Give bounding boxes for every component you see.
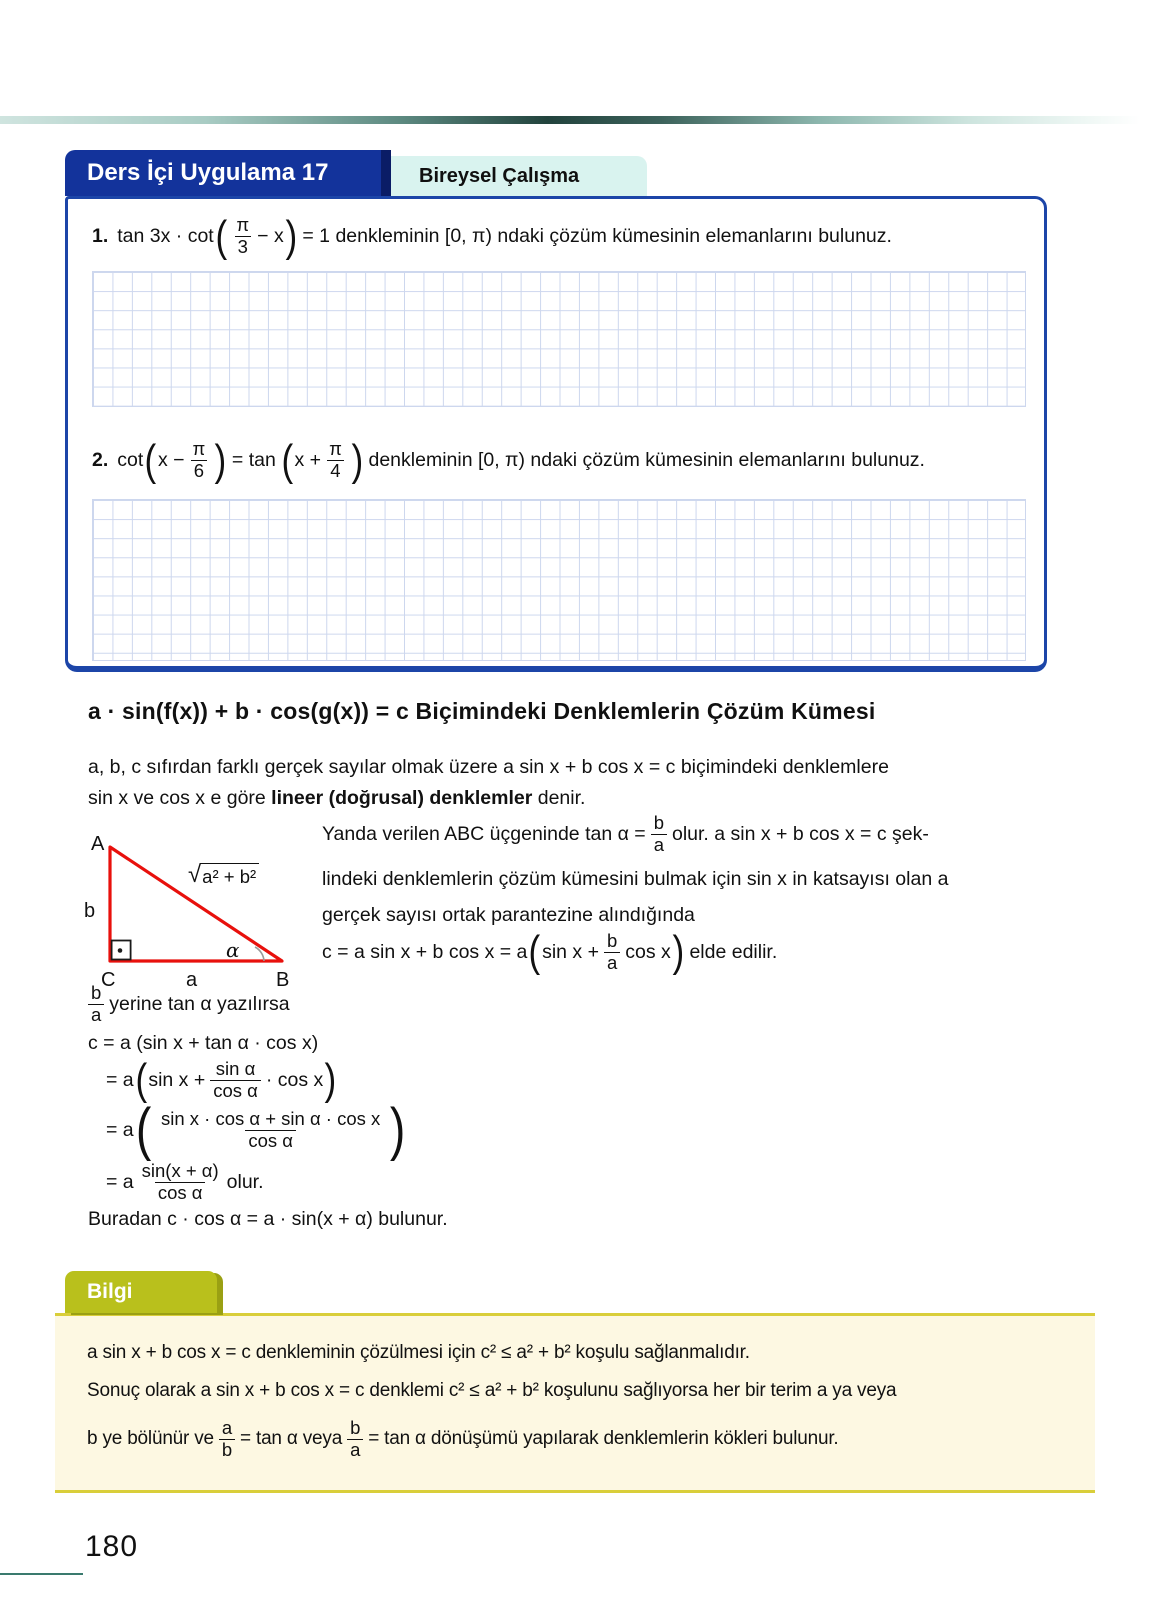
fraction-pi-3: $\frac{\pi}{3}$ [236, 214, 250, 257]
problem-2-rest: denkleminin [0, π) ndaki çözüm kümesinin elemanlarını bulunuz. [368, 448, 925, 471]
derivation-line-3: = a ( $\frac{\text{sin x · cos α + sin α · cos x}}{\text{cos α}}$ ) [106, 1097, 406, 1163]
lesson-subtitle-banner [391, 156, 647, 196]
problem-2-number: 2. [92, 448, 109, 471]
intro-line1: a, b, c sıfırdan farklı gerçek sayılar olmak üzere a sin x + b cos x = c biçimindeki denklemlere [88, 756, 889, 778]
problem-2-f2-pre: x + [294, 448, 322, 471]
info-line-3: b ye bölünür ve $\frac{a}{b}$ = tan α veya $\frac{b}{a}$ = tan α dönüşümü yapılarak denklemlerin kökleri bulunur. [87, 1416, 839, 1460]
close-paren: ) [390, 1097, 406, 1163]
close-paren: ) [214, 435, 227, 485]
radical-sign: √ [188, 861, 202, 888]
triangle-figure [80, 833, 320, 995]
explanation-line-1: Yanda verilen ABC üçgeninde tan α = $\frac{b}{a}$ olur. a sin x + b cos x = c şek- [322, 811, 929, 855]
open-paren: ( [135, 1097, 152, 1163]
problem-1-inner: − x [257, 224, 284, 247]
hypotenuse-label: √ a² + b² [188, 863, 259, 888]
chapter-tab [55, 74, 390, 116]
answer-grid-2 [92, 499, 1026, 661]
info-tab [65, 1271, 217, 1313]
explanation-line-3: gerçek sayısı ortak parantezine alındığında [322, 904, 695, 926]
info-line-1: a sin x + b cos x = c denkleminin çözülmesi için c² ≤ a² + b² koşulu sağlanmalıdır. [87, 1342, 750, 1363]
banner-shadow [381, 150, 391, 196]
vertex-c-label: C [101, 969, 116, 991]
close-paren: ) [324, 1055, 337, 1105]
page-number-rule [0, 1573, 83, 1575]
fraction-pi-4: $\frac{\pi}{4}$ [329, 438, 342, 481]
info-title: Bilgi [87, 1280, 133, 1303]
close-paren: ) [351, 435, 364, 485]
side-a-label: a [186, 969, 198, 991]
side-b-label: b [84, 900, 96, 922]
explanation-line-2: lindeki denklemlerin çözüm kümesini bulmak için sin x in katsayısı olan a [322, 868, 949, 890]
problem-1-lead: tan 3x · cot [117, 224, 214, 247]
angle-alpha-label: α [226, 938, 240, 962]
close-paren: ) [672, 927, 684, 977]
problem-2 [92, 435, 929, 485]
intro-line2-bold: lineer (doğrusal) denklemler [271, 787, 533, 809]
fraction-expanded: $\frac{\text{sin x · cos α + sin α · cos x}}{\text{cos α}}$ [160, 1107, 381, 1151]
vertex-a-label: A [91, 833, 105, 855]
section-heading: a · sin(f(x)) + b · cos(g(x)) = c Biçimindeki Denklemlerin Çözüm Kümesi [88, 698, 876, 724]
close-paren: ) [285, 211, 297, 261]
fraction-b-a: $\frac{b}{a}$ [651, 813, 667, 855]
answer-grid-1 [92, 271, 1026, 407]
fraction-b-a: $\frac{b}{a}$ [604, 931, 620, 973]
explanation-line-4: c = a sin x + b cos x = a ( sin x + $\frac{b}{a}$ cos x ) elde edilir. [322, 927, 778, 977]
open-paren: ( [215, 211, 227, 261]
triangle-svg [80, 833, 320, 995]
open-paren: ( [281, 435, 294, 485]
problem-2-lead: cot [117, 448, 144, 471]
lesson-subtitle: Bireysel Çalışma [419, 164, 580, 187]
fraction-b-a: $\frac{b}{a}$ [347, 1418, 363, 1460]
intro-line2-post: denir. [532, 787, 586, 809]
right-angle-dot [118, 948, 123, 953]
fraction-pi-6: $\frac{\pi}{6}$ [192, 438, 206, 481]
derivation-line-4: = a $\frac{\sin(x + \alpha)}{\text{cos α}}$ olur. [106, 1159, 264, 1203]
fraction-a-b: $\frac{a}{b}$ [219, 1418, 235, 1460]
fraction-b-a: $\frac{b}{a}$ [88, 983, 104, 1025]
info-box [55, 1313, 1095, 1493]
derivation-line-0: $\frac{b}{a}$ yerine tan α yazılırsa [88, 980, 290, 1028]
header-divider [0, 116, 1140, 124]
open-paren: ( [135, 1055, 147, 1105]
chapter-title: Trigonometri [85, 83, 201, 106]
open-paren: ( [144, 435, 157, 485]
page-number: 180 [85, 1530, 139, 1563]
section-intro [88, 752, 1038, 814]
problem-2-mid: = tan [231, 448, 276, 471]
problem-1 [92, 211, 896, 261]
derivation-conclusion: Buradan c · cos α = a · sin(x + α) bulunur. [88, 1208, 448, 1230]
fraction-sin-cos: $\frac{\text{sin α}}{\text{cos α}}$ [210, 1059, 261, 1101]
open-paren: ( [528, 927, 541, 977]
problem-1-rest: = 1 denkleminin [0, π) ndaki çözüm kümesinin elemanlarını bulunuz. [302, 224, 892, 247]
problems-box [65, 196, 1047, 672]
problem-1-number: 1. [92, 224, 109, 247]
intro-line2-pre: sin x ve cos x e göre [88, 787, 272, 809]
info-line-2: Sonuç olarak a sin x + b cos x = c denklemi c² ≤ a² + b² koşulunu sağlıyorsa her bir terim a ya veya [87, 1380, 897, 1401]
fraction-sum: $\frac{\sin(x + \alpha)}{\text{cos α}}$ [141, 1159, 219, 1203]
problem-2-f1-pre: x − [157, 448, 185, 471]
lesson-title-banner [65, 150, 381, 196]
derivation-line-2: = a ( sin x + $\frac{\text{sin α}}{\text{cos α}}$ · cos x ) [106, 1055, 337, 1105]
lesson-title: Ders İçi Uygulama 17 [87, 159, 329, 186]
vertex-b-label: B [276, 969, 290, 991]
derivation-line-1: c = a (sin x + tan α · cos x) [88, 1032, 319, 1054]
